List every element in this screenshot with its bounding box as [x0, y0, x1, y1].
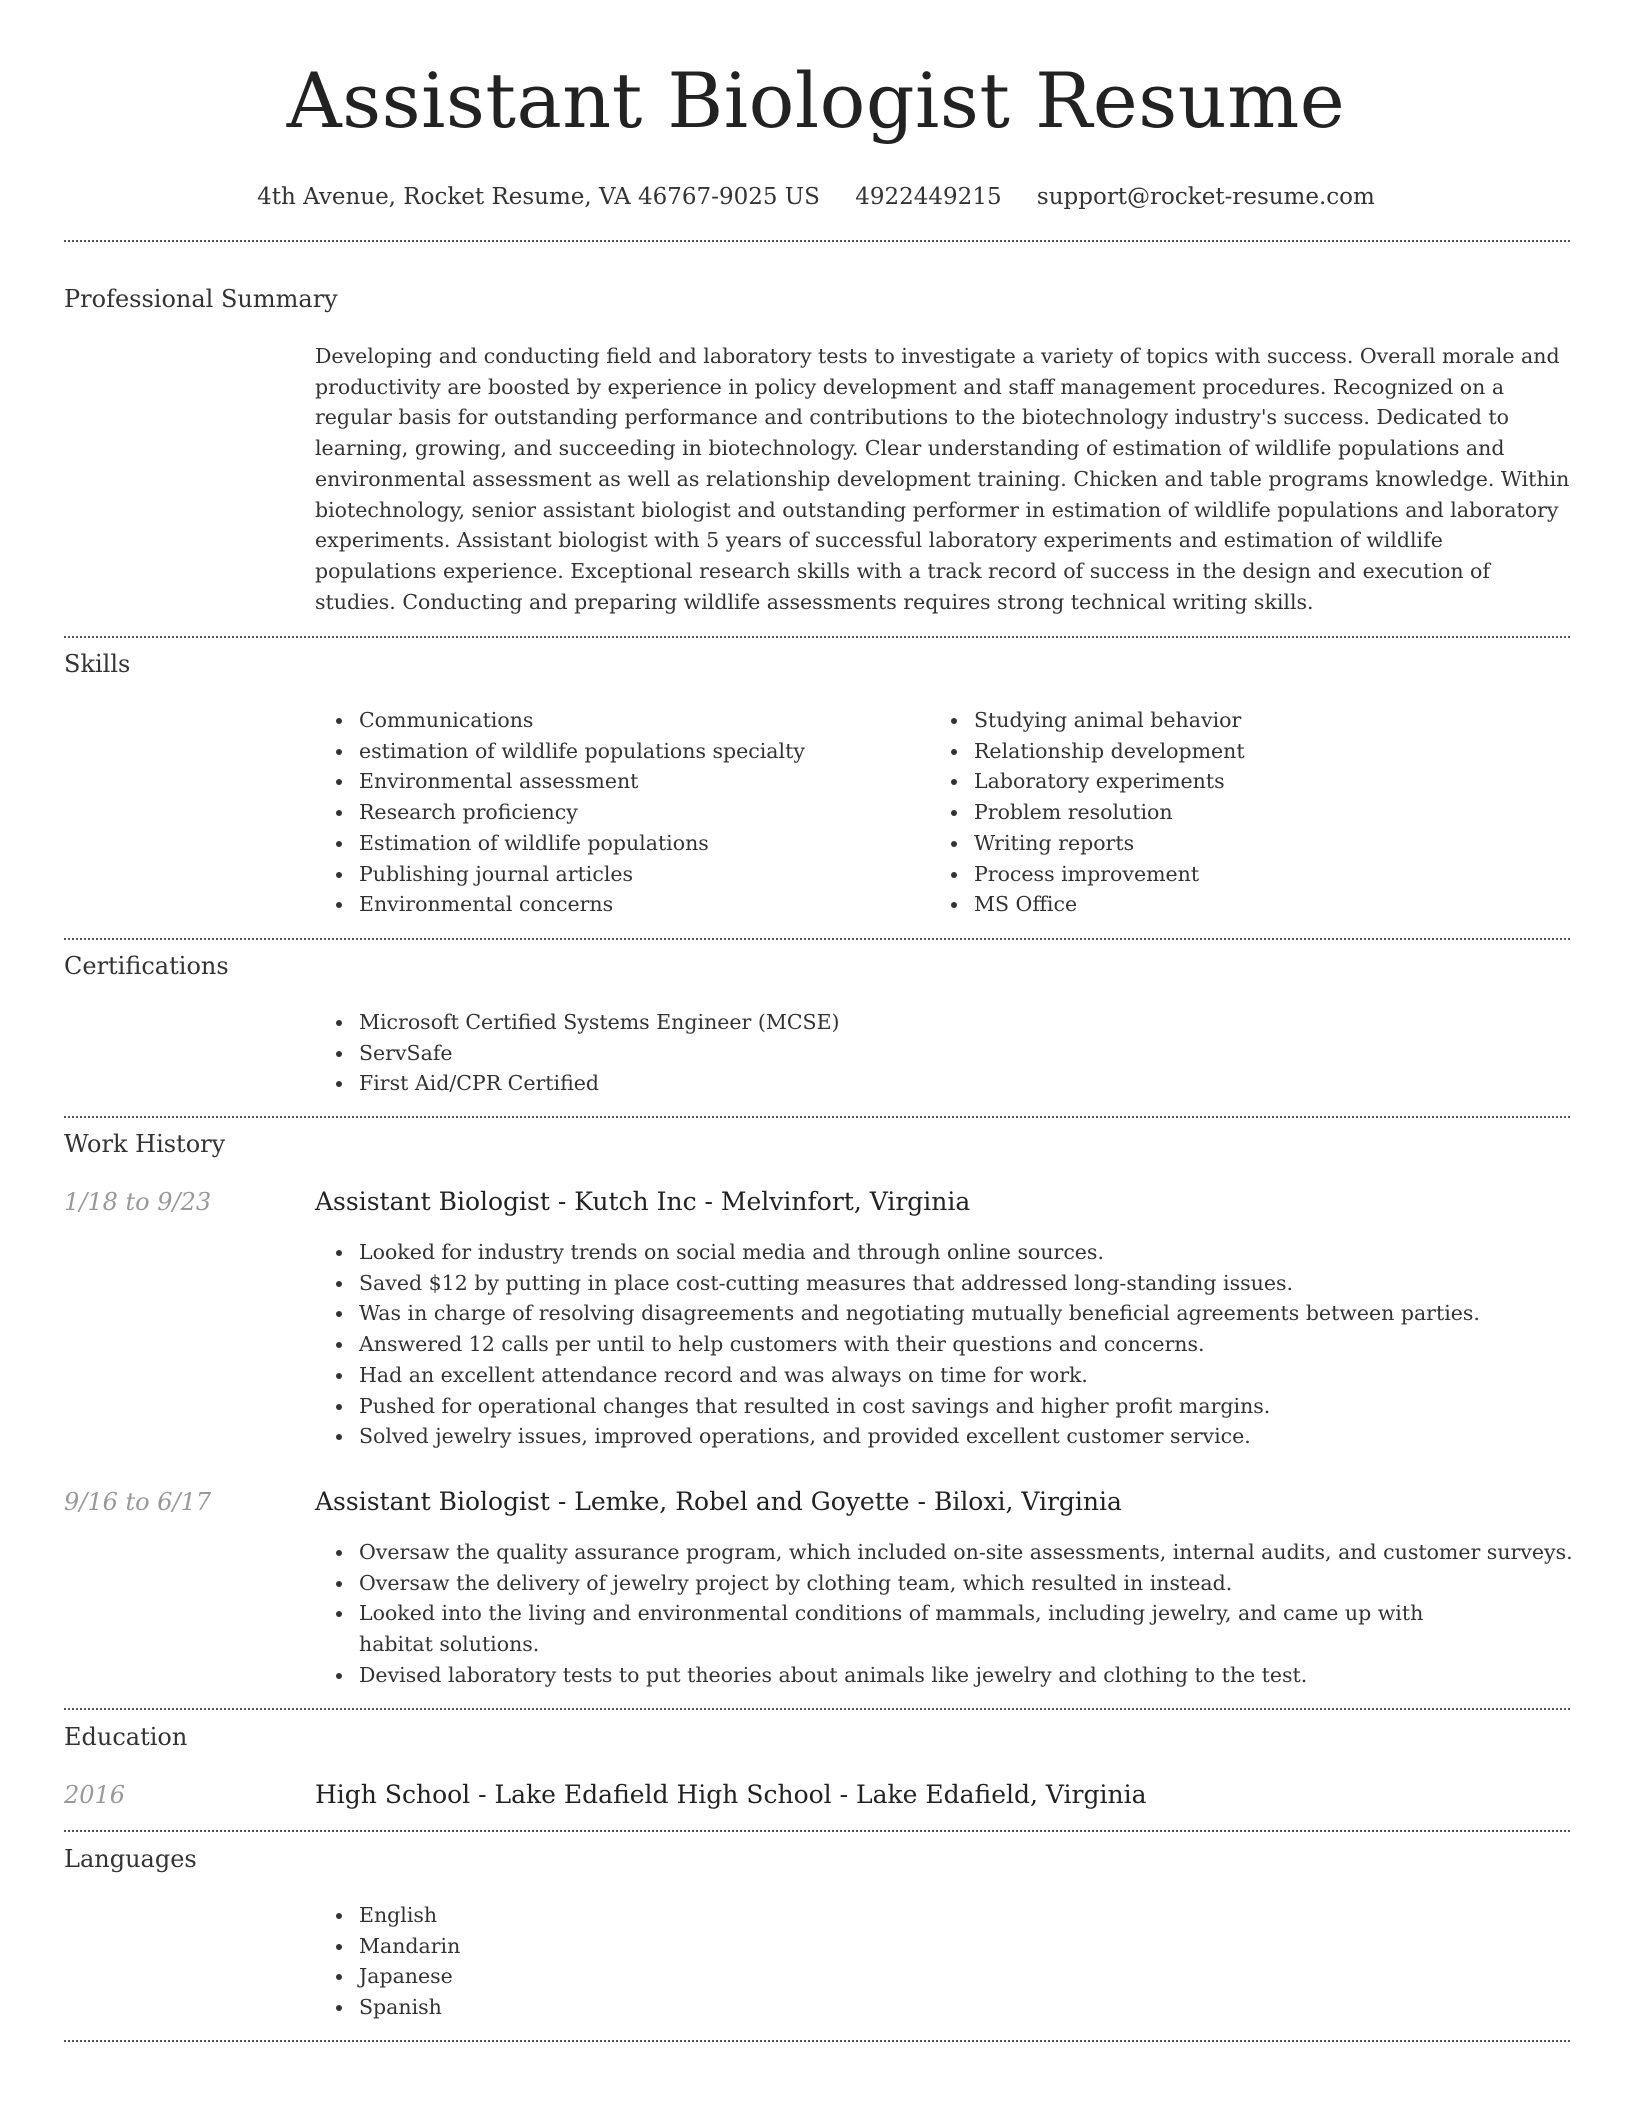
education-heading: Education: [64, 1723, 188, 1751]
job-bullet: Had an excellent attendance record and was always on time for work.: [359, 1360, 1480, 1391]
job-bullets: [315, 1537, 1573, 1691]
section-divider: [64, 240, 1570, 242]
language-item: Japanese: [359, 1961, 460, 1992]
job-bullet: Looked into the living and environmental conditions of mammals, including jewelry, and came up with habitat solutions.: [359, 1598, 1499, 1659]
job-dates: 1/18 to 9/23: [64, 1188, 212, 1216]
job-heading: Assistant Biologist - Kutch Inc - Melvinfort, Virginia: [315, 1187, 971, 1216]
job-bullet: Saved $12 by putting in place cost-cutting measures that addressed long-standing issues.: [359, 1268, 1480, 1299]
skills-heading: Skills: [64, 650, 131, 678]
section-divider: [64, 938, 1570, 940]
certifications-heading: Certifications: [64, 952, 229, 980]
section-divider: [64, 1708, 1570, 1710]
job-bullet: Looked for industry trends on social media and through online sources.: [359, 1237, 1480, 1268]
certifications-list: [315, 1007, 840, 1099]
resume-title: Assistant Biologist Resume: [286, 56, 1346, 145]
language-item: Mandarin: [359, 1931, 460, 1962]
contact-line: [0, 182, 1632, 212]
certification-item: Microsoft Certified Systems Engineer (MCSE): [359, 1007, 840, 1038]
education-year: 2016: [64, 1781, 126, 1809]
contact-phone: 4922449215: [855, 184, 1002, 210]
job-bullet: Oversaw the delivery of jewelry project by clothing team, which resulted in instead.: [359, 1568, 1570, 1599]
section-divider: [64, 1830, 1570, 1832]
summary-heading: Professional Summary: [64, 285, 338, 313]
languages-list: [315, 1900, 460, 2023]
section-divider: [64, 1116, 1570, 1118]
job-bullet: Was in charge of resolving disagreements and negotiating mutually beneficial agreements between parties.: [359, 1298, 1480, 1329]
skill-item: estimation of wildlife populations specialty: [359, 736, 805, 767]
section-divider: [64, 2040, 1570, 2042]
skill-item: Laboratory experiments: [974, 766, 1245, 797]
skill-item: Publishing journal articles: [359, 859, 805, 890]
skill-item: Research proficiency: [359, 797, 805, 828]
job-bullet: Oversaw the quality assurance program, which included on-site assessments, internal audits, and customer surveys.: [359, 1537, 1570, 1568]
education-heading-line: High School - Lake Edafield High School - Lake Edafield, Virginia: [315, 1780, 1147, 1809]
skills-list-left: [315, 705, 805, 920]
job-dates: 9/16 to 6/17: [64, 1488, 212, 1516]
skills-list-right: [930, 705, 1245, 920]
skill-item: Studying animal behavior: [974, 705, 1245, 736]
job-bullet: Pushed for operational changes that resulted in cost savings and higher profit margins.: [359, 1391, 1480, 1422]
skill-item: Estimation of wildlife populations: [359, 828, 805, 859]
job-bullet: Devised laboratory tests to put theories about animals like jewelry and clothing to the test.: [359, 1660, 1570, 1691]
skill-item: Process improvement: [974, 859, 1245, 890]
job-bullets: [315, 1237, 1480, 1452]
skill-item: Problem resolution: [974, 797, 1245, 828]
job-bullet: Answered 12 calls per until to help customers with their questions and concerns.: [359, 1329, 1480, 1360]
skill-item: Environmental assessment: [359, 766, 805, 797]
summary-text: Developing and conducting field and laboratory tests to investigate a variety of topics with success. Overall morale and productivity are boosted by experience in policy development and staff management procedures. Recognized on a regular basis for outstanding performance and contributions to the biotechnology industry's success. Dedicated to learning, growing, and succeeding in biotechnology. Clear understanding of estimation of wildlife populations and environmental assessment as well as relationship development training. Chicken and table programs knowledge. Within biotechnology, senior assistant biologist and outstanding performer in estimation of wildlife populations and laboratory experiments. Assistant biologist with 5 years of successful laboratory experiments and estimation of wildlife populations experience. Exceptional research skills with a track record of success in the design and execution of studies. Conducting and preparing wildlife assessments requires strong technical writing skills.: [315, 344, 1570, 614]
skill-item: Environmental concerns: [359, 889, 805, 920]
skill-item: Writing reports: [974, 828, 1245, 859]
languages-heading: Languages: [64, 1845, 197, 1873]
job-bullet: Solved jewelry issues, improved operations, and provided excellent customer service.: [359, 1421, 1480, 1452]
certification-item: ServSafe: [359, 1038, 840, 1069]
skill-item: MS Office: [974, 889, 1245, 920]
skill-item: Relationship development: [974, 736, 1245, 767]
language-item: Spanish: [359, 1992, 460, 2023]
skill-item: Communications: [359, 705, 805, 736]
contact-email[interactable]: support@rocket-resume.com: [1036, 184, 1375, 210]
section-divider: [64, 636, 1570, 638]
contact-address: 4th Avenue, Rocket Resume, VA 46767-9025 US: [257, 184, 820, 210]
certification-item: First Aid/CPR Certified: [359, 1068, 840, 1099]
work-history-heading: Work History: [64, 1130, 226, 1158]
language-item: English: [359, 1900, 460, 1931]
job-heading: Assistant Biologist - Lemke, Robel and Goyette - Biloxi, Virginia: [315, 1487, 1122, 1516]
